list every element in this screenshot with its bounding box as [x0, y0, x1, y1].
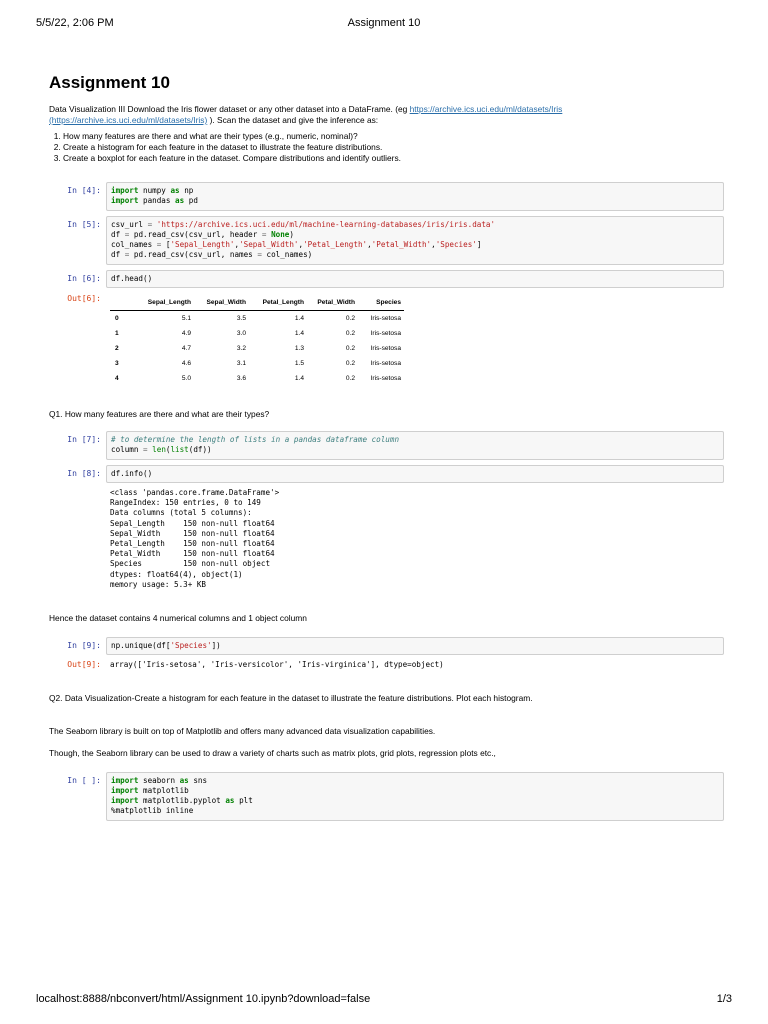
output-line: RangeIndex: 150 entries, 0 to 149 — [110, 498, 261, 508]
info-output — [106, 485, 725, 593]
output-line: Sepal_Width 150 non-null float64 — [110, 528, 275, 538]
magic-command: %matplotlib inline — [111, 806, 194, 816]
code-cell-4 — [49, 182, 725, 211]
column-header: Species — [358, 294, 404, 311]
output-line: dtypes: float64(4), object(1) — [110, 569, 243, 579]
output-line: Petal_Width 150 non-null float64 — [110, 549, 275, 559]
seaborn-paragraph-1: The Seaborn library is built on top of Matplotlib and offers many advanced data visualization capabilities. — [49, 725, 436, 736]
output-line: Data columns (total 5 columns): — [110, 508, 252, 518]
code-cell-6 — [49, 270, 725, 288]
row-index: 2 — [115, 345, 119, 353]
input-prompt: In [ ]: — [67, 775, 101, 785]
page-title: Assignment 10 — [49, 73, 170, 92]
input-prompt: In [7]: — [67, 435, 101, 445]
print-datetime: 5/5/22, 2:06 PM — [36, 17, 114, 29]
code-input[interactable]: csv_url = 'https://archive.ics.uci.edu/ml/machine-learning-databases/iris/iris.data' df = pd.read_csv(csv_url, header = None) col_names = ['Sepal_Length','Sepal_Width','Petal_Length','Petal_Width','Species'] df = pd.read_csv(csv_url, names = col_names) — [106, 216, 724, 265]
code-cell-9 — [49, 637, 725, 655]
input-prompt: In [4]: — [67, 186, 101, 195]
table-row — [110, 311, 404, 327]
hence-paragraph: Hence the dataset contains 4 numerical columns and 1 object column — [49, 613, 307, 623]
table-row — [110, 341, 404, 356]
code-input[interactable]: # to determine the length of lists in a pandas dataframe column column = len(list(df)) — [106, 431, 724, 460]
print-page-title: Assignment 10 — [347, 17, 421, 29]
table-cell: 0.2 — [345, 360, 355, 368]
table-cell: 5.1 — [181, 315, 191, 323]
row-index: 4 — [115, 375, 119, 383]
output-line: Sepal_Length 150 non-null float64 — [110, 518, 275, 528]
table-cell: Iris-setosa — [370, 360, 401, 368]
table-cell: 1.4 — [294, 375, 304, 383]
table-cell: 1.3 — [294, 345, 304, 353]
table-cell: 5.0 — [181, 375, 191, 383]
table-cell: 0.2 — [345, 315, 355, 323]
column-header: Sepal_Width — [194, 294, 249, 311]
table-header-row — [110, 294, 404, 311]
column-header: Sepal_Length — [136, 294, 194, 311]
iris-dataset-link[interactable]: https://archive.ics.uci.edu/ml/datasets/Iris — [409, 104, 563, 114]
table-cell: 0.2 — [345, 345, 355, 353]
task-item: 3. Create a boxplot for each feature in the dataset. Compare distributions and identify outliers. — [63, 153, 725, 164]
table-cell: Iris-setosa — [370, 330, 401, 338]
table-row — [110, 326, 404, 341]
output-cell-9 — [49, 657, 725, 673]
code-cell-7 — [49, 431, 725, 460]
table-cell: 0.2 — [345, 375, 355, 383]
output-prompt: Out[9]: — [67, 660, 101, 670]
input-prompt: In [6]: — [67, 273, 101, 283]
input-prompt: In [8]: — [67, 468, 101, 478]
code-input[interactable]: df.info() — [106, 465, 724, 483]
code-cell-5 — [49, 216, 725, 265]
table-cell: 3.6 — [236, 375, 246, 383]
table-cell: Iris-setosa — [370, 345, 401, 353]
table-cell: 1.5 — [294, 360, 304, 368]
code-input[interactable]: import numpy as np import pandas as pd — [106, 182, 724, 211]
dataframe-table — [110, 294, 404, 386]
table-cell: 4.9 — [181, 330, 191, 338]
q1-heading: Q1. How many features are there and what are their types? — [49, 409, 270, 420]
unique-output: array(['Iris-setosa', 'Iris-versicolor', 'Iris-virginica'], dtype=object) — [110, 660, 444, 670]
print-header — [36, 17, 732, 31]
column-header: Petal_Width — [307, 294, 358, 311]
code-cell-8 — [49, 465, 725, 483]
row-index: 3 — [115, 360, 119, 368]
table-cell: 3.2 — [236, 345, 246, 353]
seaborn-paragraph-2: Though, the Seaborn library can be used to draw a variety of charts such as matrix plots, grid plots, regression plots etc., — [49, 747, 496, 758]
iris-dataset-link-2[interactable]: (https://archive.ics.uci.edu/ml/datasets/Iris) — [49, 115, 208, 125]
output-line: Petal_Length 150 non-null float64 — [110, 538, 275, 548]
input-prompt: In [9]: — [67, 641, 101, 650]
code-cell-10 — [49, 772, 725, 821]
output-line: Species 150 non-null object — [110, 559, 271, 569]
table-cell: 4.7 — [181, 345, 191, 353]
intro-text-after: ). Scan the dataset and give the inference as: — [207, 115, 379, 125]
q2-heading: Q2. Data Visualization-Create a histogram for each feature in the dataset to illustrate the feature distributions. Plot each histogram. — [49, 692, 533, 703]
task-list — [49, 131, 725, 164]
input-prompt: In [5]: — [67, 219, 101, 229]
intro-markdown — [49, 104, 725, 164]
table-cell: 0.2 — [345, 330, 355, 338]
row-index: 0 — [115, 315, 119, 323]
table-cell: 3.1 — [236, 360, 246, 368]
code-input[interactable]: import seaborn as sns import matplotlib import matplotlib.pyplot as plt %matplotlib inline — [106, 772, 724, 821]
table-cell: 1.4 — [294, 330, 304, 338]
table-cell: 4.6 — [181, 360, 191, 368]
output-cell-6 — [49, 294, 725, 386]
print-footer — [36, 993, 732, 1007]
code-input[interactable]: df.head() — [106, 270, 724, 288]
csv-url-string: 'https://archive.ics.uci.edu/ml/machine-learning-databases/iris/iris.data' — [156, 219, 496, 229]
task-item: 1. How many features are there and what are their types (e.g., numeric, nominal)? — [63, 131, 725, 142]
table-row — [110, 371, 404, 386]
column-header: Petal_Length — [249, 294, 307, 311]
output-line: memory usage: 5.3+ KB — [110, 579, 207, 589]
output-line: <class 'pandas.core.frame.DataFrame'> — [110, 487, 280, 497]
table-cell: 3.0 — [236, 330, 246, 338]
task-item: 2. Create a histogram for each feature in the dataset to illustrate the feature distributions. — [63, 142, 725, 153]
table-cell: Iris-setosa — [370, 315, 401, 323]
code-input[interactable]: np.unique(df['Species']) — [106, 637, 724, 655]
print-page-number: 1/3 — [716, 993, 732, 1005]
table-row — [110, 356, 404, 371]
index-header — [110, 294, 136, 311]
notebook — [49, 68, 725, 821]
table-cell: 1.4 — [294, 315, 304, 323]
intro-paragraph — [49, 104, 725, 126]
intro-text-before: Data Visualization III Download the Iris flower dataset or any other dataset into a DataFrame. (eg — [49, 104, 410, 114]
code-comment: # to determine the length of lists in a pandas dataframe column — [111, 435, 400, 445]
output-prompt: Out[6]: — [67, 294, 101, 304]
table-cell: Iris-setosa — [370, 375, 401, 383]
table-cell: 3.5 — [236, 315, 246, 323]
row-index: 1 — [115, 330, 119, 338]
print-url: localhost:8888/nbconvert/html/Assignment 10.ipynb?download=false — [36, 993, 371, 1005]
